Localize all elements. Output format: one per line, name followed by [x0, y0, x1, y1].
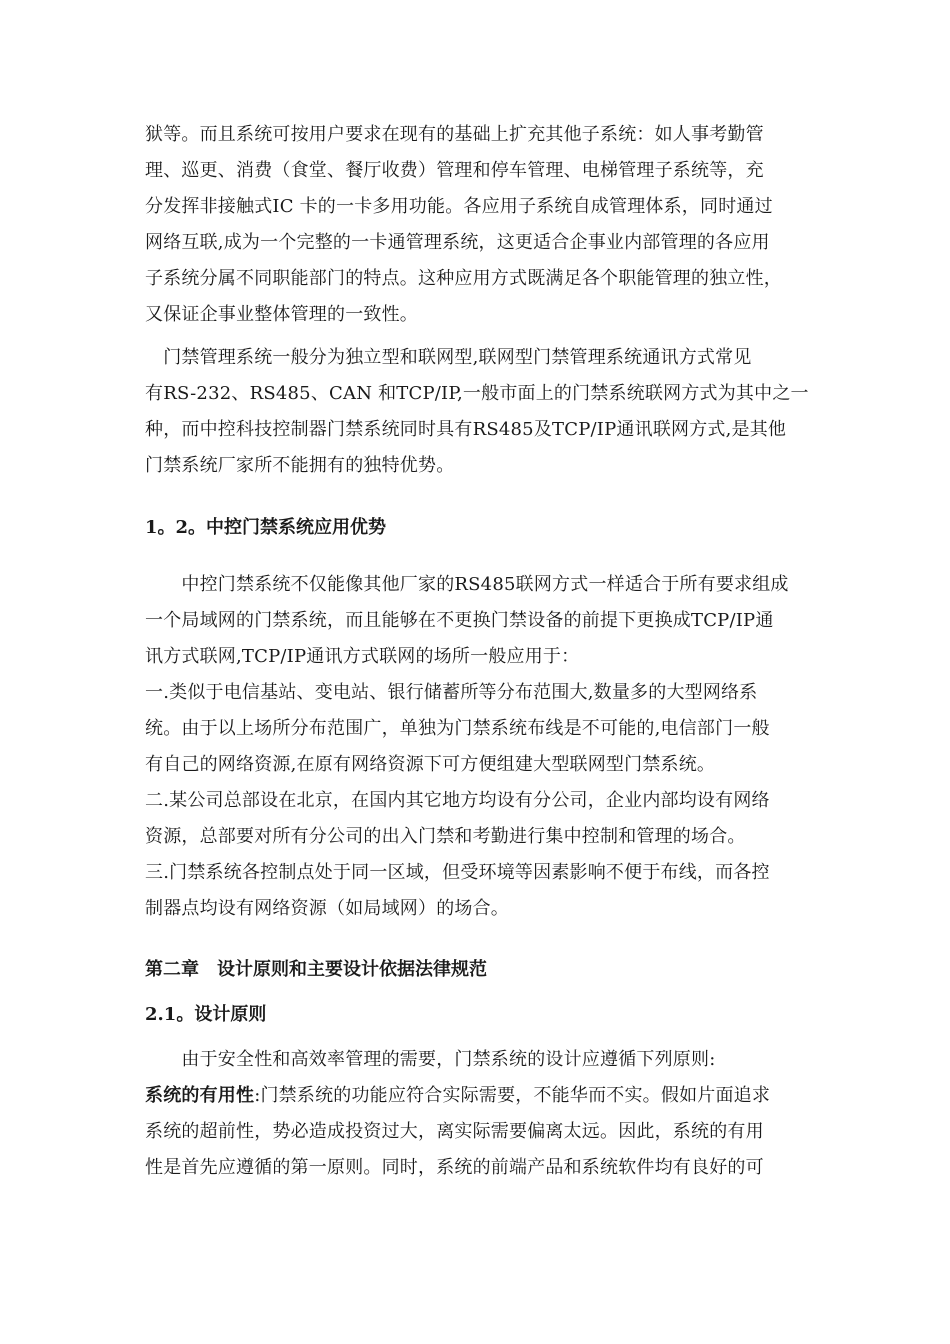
- list-item: 二.某公司总部设在北京，在国内其它地方均设有分公司，企业内部均设有网络: [145, 790, 770, 811]
- paragraph-subsystems: [145, 117, 810, 333]
- text-line: 资源，总部要对所有分公司的出入门禁和考勤进行集中控制和管理的场合。: [145, 826, 746, 847]
- text-line: 种，而中控科技控制器门禁系统同时具有RS485及TCP/IP通讯联网方式,是其他: [145, 419, 787, 440]
- section-heading-2-1: 2.1。设计原则: [145, 1004, 267, 1025]
- list-item: 三.门禁系统各控制点处于同一区域，但受环境等因素影响不便于布线，而各控: [145, 862, 770, 883]
- section-heading-1-2: 1。2。中控门禁系统应用优势: [145, 517, 387, 538]
- text-line: 有RS-232、RS485、CAN 和TCP/IP,一般市面上的门禁系统联网方式为其中之一: [145, 383, 809, 404]
- text-line: 分发挥非接触式IC 卡的一卡多用功能。各应用子系统自成管理体系，同时通过: [145, 196, 773, 217]
- text-line: 制器点均设有网络资源（如局域网）的场合。: [145, 898, 509, 919]
- text-line: 门禁管理系统一般分为独立型和联网型,联网型门禁管理系统通讯方式常见: [145, 347, 752, 368]
- text-line: 一个局域网的门禁系统，而且能够在不更换门禁设备的前提下更换成TCP/IP通: [145, 610, 774, 631]
- paragraph-design-principles: [145, 1042, 810, 1186]
- text-line: 门禁系统厂家所不能拥有的独特优势。: [145, 455, 455, 476]
- text-line: 系统的超前性，势必造成投资过大，离实际需要偏离太远。因此，系统的有用: [145, 1121, 764, 1142]
- text-line: 又保证企事业整体管理的一致性。: [145, 304, 418, 325]
- text-line: 子系统分属不同职能部门的特点。这种应用方式既满足各个职能管理的独立性，: [145, 268, 782, 289]
- paragraph-networking: [145, 340, 810, 484]
- list-item: 一.类似于电信基站、变电站、银行储蓄所等分布范围大,数量多的大型网络系: [145, 682, 758, 703]
- text-line: 网络互联,成为一个完整的一卡通管理系统，这更适合企事业内部管理的各应用: [145, 232, 770, 253]
- text-line: 讯方式联网,TCP/IP通讯方式联网的场所一般应用于：: [145, 646, 580, 667]
- text-line: 由于安全性和高效率管理的需要，门禁系统的设计应遵循下列原则:: [145, 1049, 716, 1070]
- text-line: 有自己的网络资源,在原有网络资源下可方便组建大型联网型门禁系统。: [145, 754, 716, 775]
- chapter-heading-2: 第二章 设计原则和主要设计依据法律规范: [145, 959, 487, 980]
- text-line: [145, 1078, 810, 1114]
- text-line: 狱等。而且系统可按用户要求在现有的基础上扩充其他子系统：如人事考勤管: [145, 124, 764, 145]
- paragraph-advantages: [145, 567, 810, 927]
- text-line: 性是首先应遵循的第一原则。同时，系统的前端产品和系统软件均有良好的可: [145, 1157, 764, 1178]
- principle-label: 系统的有用性: [145, 1085, 255, 1106]
- text-line: 理、巡更、消费（食堂、餐厅收费）管理和停车管理、电梯管理子系统等，充: [145, 160, 764, 181]
- text-line: 中控门禁系统不仅能像其他厂家的RS485联网方式一样适合于所有要求组成: [145, 574, 789, 595]
- text-line: 统。由于以上场所分布范围广，单独为门禁系统布线是不可能的,电信部门一般: [145, 718, 770, 739]
- principle-text: :门禁系统的功能应符合实际需要，不能华而不实。假如片面追求: [254, 1085, 771, 1106]
